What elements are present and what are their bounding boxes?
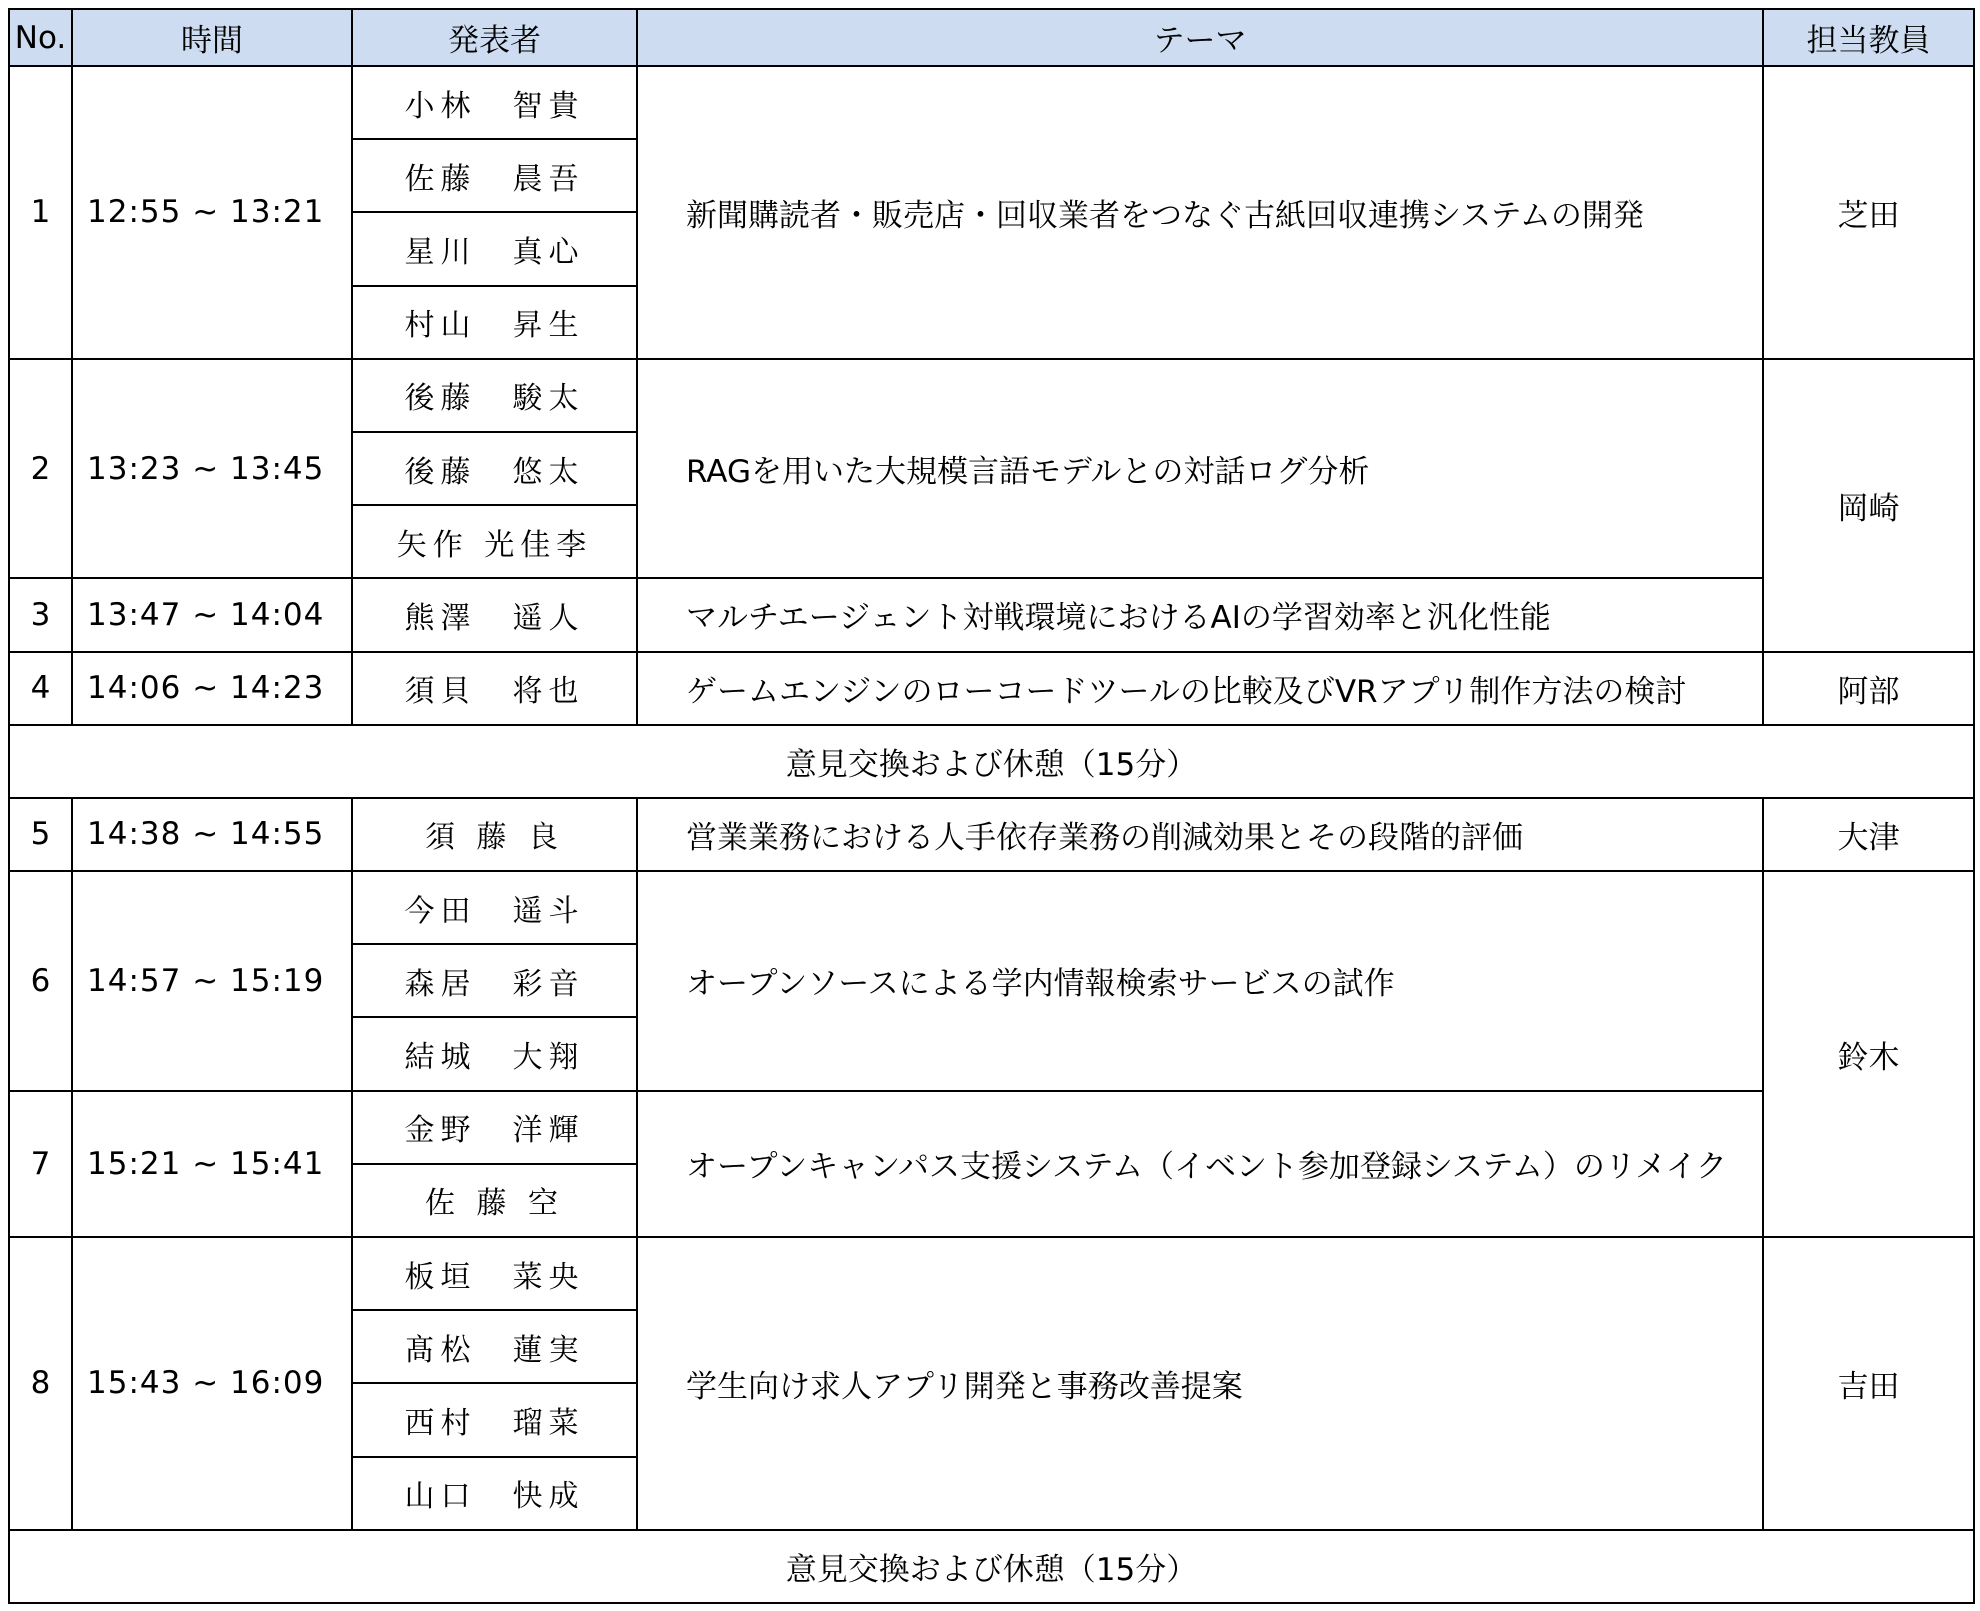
session-time: 13:23 ~ 13:45 [72, 359, 352, 579]
session-theme: オープンキャンパス支援システム（イベント参加登録システム）のリメイク [637, 1091, 1763, 1237]
table-row [9, 871, 1974, 944]
session-time: 14:06 ~ 14:23 [72, 652, 352, 725]
presenter-name: 後藤 駿太 [352, 359, 637, 432]
session-theme: ゲームエンジンのローコードツールの比較及びVRアプリ制作方法の検討 [637, 652, 1763, 725]
table-row [9, 66, 1974, 139]
session-time: 14:38 ~ 14:55 [72, 798, 352, 871]
presenter-name: 山口 快成 [352, 1457, 637, 1530]
header-row [9, 9, 1974, 66]
presenter-name: 結城 大翔 [352, 1017, 637, 1090]
header-no: No. [9, 9, 72, 66]
presenter-name: 後藤 悠太 [352, 432, 637, 505]
presenter-name: 今田 遥斗 [352, 871, 637, 944]
presenter-name: 金野 洋輝 [352, 1091, 637, 1164]
session-theme: オープンソースによる学内情報検索サービスの試作 [637, 871, 1763, 1091]
session-theme: 営業業務における人手依存業務の削減効果とその段階的評価 [637, 798, 1763, 871]
session-time: 15:43 ~ 16:09 [72, 1237, 352, 1530]
advisor-name: 吉田 [1763, 1237, 1974, 1530]
presenter-name: 西村 瑠菜 [352, 1383, 637, 1456]
presenter-name: 熊澤 遥人 [352, 578, 637, 651]
session-time: 12:55 ~ 13:21 [72, 66, 352, 359]
advisor-name: 阿部 [1763, 652, 1974, 725]
table-row [9, 359, 1974, 432]
session-theme: 学生向け求人アプリ開発と事務改善提案 [637, 1237, 1763, 1530]
presenter-name: 須貝 将也 [352, 652, 637, 725]
presenter-name: 佐 藤 空 [352, 1164, 637, 1237]
session-no: 4 [9, 652, 72, 725]
schedule-table [8, 8, 1975, 1604]
presenter-name: 板垣 菜央 [352, 1237, 637, 1310]
session-no: 5 [9, 798, 72, 871]
session-no: 7 [9, 1091, 72, 1237]
presenter-name: 須 藤 良 [352, 798, 637, 871]
header-presenter: 発表者 [352, 9, 637, 66]
presenter-name: 小林 智貴 [352, 66, 637, 139]
presenter-name: 星川 真心 [352, 212, 637, 285]
session-no: 1 [9, 66, 72, 359]
table-row [9, 578, 1974, 651]
advisor-name: 岡崎 [1763, 359, 1974, 652]
session-time: 13:47 ~ 14:04 [72, 578, 352, 651]
table-row [9, 652, 1974, 725]
break-row [9, 1530, 1974, 1603]
session-no: 8 [9, 1237, 72, 1530]
table-row [9, 1237, 1974, 1310]
presenter-name: 佐藤 晨吾 [352, 139, 637, 212]
session-theme: マルチエージェント対戦環境におけるAIの学習効率と汎化性能 [637, 578, 1763, 651]
break-row [9, 725, 1974, 798]
session-no: 3 [9, 578, 72, 651]
break-label: 意見交換および休憩（15分） [9, 725, 1974, 798]
advisor-name: 大津 [1763, 798, 1974, 871]
advisor-name: 鈴木 [1763, 871, 1974, 1237]
session-theme: 新聞購読者・販売店・回収業者をつなぐ古紙回収連携システムの開発 [637, 66, 1763, 359]
session-no: 2 [9, 359, 72, 579]
session-no: 6 [9, 871, 72, 1091]
presenter-name: 森居 彩音 [352, 944, 637, 1017]
header-time: 時間 [72, 9, 352, 66]
table-row [9, 1091, 1974, 1164]
header-advisor: 担当教員 [1763, 9, 1974, 66]
presenter-name: 矢作 光佳李 [352, 505, 637, 578]
presenter-name: 村山 昇生 [352, 286, 637, 359]
session-time: 15:21 ~ 15:41 [72, 1091, 352, 1237]
table-row [9, 798, 1974, 871]
session-theme: RAGを用いた大規模言語モデルとの対話ログ分析 [637, 359, 1763, 579]
presenter-name: 髙松 蓮実 [352, 1310, 637, 1383]
session-time: 14:57 ~ 15:19 [72, 871, 352, 1091]
break-label: 意見交換および休憩（15分） [9, 1530, 1974, 1603]
header-theme: テーマ [637, 9, 1763, 66]
advisor-name: 芝田 [1763, 66, 1974, 359]
